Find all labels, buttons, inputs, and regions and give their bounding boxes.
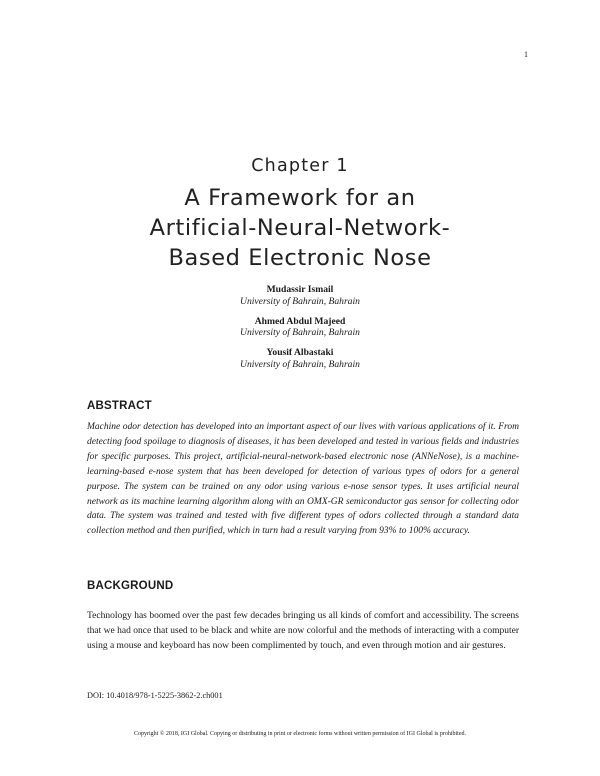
page-number: 1 <box>524 50 528 59</box>
author-affiliation: University of Bahrain, Bahrain <box>240 327 360 338</box>
author-name: Ahmed Abdul Majeed <box>254 315 346 327</box>
author-affiliation: University of Bahrain, Bahrain <box>240 295 360 307</box>
author-block <box>0 316 600 339</box>
background-text: Technology has boomed over the past few decades bringing us all kinds of comfort and accessibility. The screens that we had once that used to be black and white are now colorful and the methods of interacting with a computer using a mouse and keyboard has now been complimented by touch, and even through motion and air gestures. <box>87 611 519 651</box>
author-block <box>0 284 600 307</box>
chapter-label: Chapter 1 <box>251 156 349 176</box>
background-heading: BACKGROUND <box>87 580 174 592</box>
chapter-title <box>0 183 600 273</box>
author-name: Yousif Albastaki <box>266 347 334 358</box>
author-block <box>0 347 600 370</box>
abstract-text: Machine odor detection has developed into an important aspect of our lives with various applications of it. From detecting food spoilage to diagnosis of diseases, it has been developed and tested in various fields and industries for specific purposes. This project, artificial-neural-network-based electronic nose (ANNeNose), is a machine-learning-based e-nose system that has been developed for detection of various types of odors for a general purpose. The system can be trained on any odor using various e-nose sensor types. It uses artificial neural network as its machine learning algorithm along with an OMX-GR semiconductor gas sensor for collecting odor data. The system was trained and tested with five different types of odors collected through a standard data collection method and then purified, which in turn had a result varying from 93% to 100% accuracy. <box>87 422 519 537</box>
author-affiliation: University of Bahrain, Bahrain <box>240 358 360 370</box>
author-list <box>0 284 600 379</box>
doi-line: DOI: 10.4018/978-1-5225-3862-2.ch001 <box>87 691 223 700</box>
copyright-notice: Copyright © 2018, IGI Global. Copying or distributing in print or electronic forms without written permission of IGI Global is prohibited. <box>133 731 466 737</box>
chapter-title-line-1: A Framework for an <box>184 185 416 211</box>
author-name: Mudassir Ismail <box>266 284 334 295</box>
chapter-title-line-2: Artificial-Neural-Network- <box>149 215 451 241</box>
abstract-heading: ABSTRACT <box>87 400 152 412</box>
chapter-title-line-3: Based Electronic Nose <box>168 245 432 271</box>
